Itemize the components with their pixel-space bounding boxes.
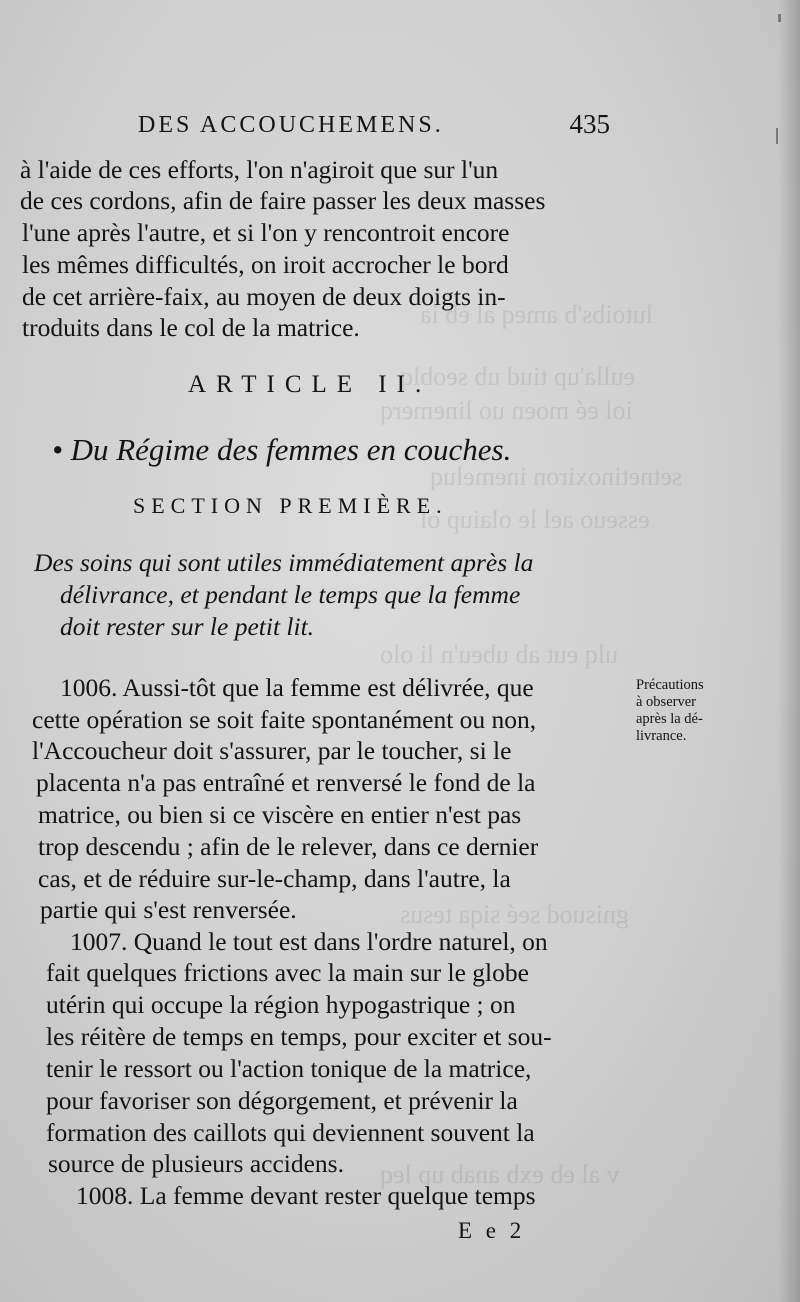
edge-mark xyxy=(778,14,781,22)
page-number: 435 xyxy=(569,109,610,139)
text-line: formation des caillots qui deviennent souvent la xyxy=(46,1118,535,1147)
text-line: matrice, ou bien si ce viscère en entier n'est pas xyxy=(38,800,522,829)
text-line: cas, et de réduire sur-le-champ, dans l'autre, la xyxy=(38,864,511,893)
text-line: à l'aide de ces efforts, l'on n'agiroit que sur l'un xyxy=(20,155,499,184)
text-line: troduits dans le col de la matrice. xyxy=(22,313,360,342)
margin-note-line: à observer xyxy=(636,694,696,710)
text-line: l'Accoucheur doit s'assurer, par le toucher, si le xyxy=(32,736,512,765)
text-line: de cet arrière-faix, au moyen de deux doigts in- xyxy=(22,282,506,311)
running-head: DES ACCOUCHEMENS. xyxy=(138,112,444,138)
text-line: de ces cordons, afin de faire passer les deux masses xyxy=(20,186,546,215)
margin-note xyxy=(636,677,776,745)
margin-note-line: après la dé- xyxy=(636,711,703,727)
text-line: pour favoriser son dégorgement, et prévenir la xyxy=(46,1086,518,1115)
text-line: utérin qui occupe la région hypogastrique ; on xyxy=(46,990,516,1019)
margin-note-line: livrance. xyxy=(636,728,687,744)
text-line: source de plusieurs accidens. xyxy=(48,1149,344,1178)
section-heading: SECTION PREMIÈRE. xyxy=(133,493,448,518)
article-heading: ARTICLE II. xyxy=(188,371,432,398)
signature-mark: E e 2 xyxy=(458,1218,526,1243)
text-line: 1007. Quand le tout est dans l'ordre naturel, on xyxy=(70,927,548,956)
show-through-text: lutoibs'b ameq al eb ia eulla'up tiud ub seoblq iol eé moen uo linemerq setnetinoxiron inemeluq esseuo ael le olaiup ol ulq eut ab ubeu'n li olo gnisuod seé siqa tesus v al eb exb anab up leq xyxy=(380,300,683,1189)
text-line: partie qui s'est renversée. xyxy=(40,895,297,924)
text-line: les mêmes difficultés, on iroit accrocher le bord xyxy=(22,250,509,279)
text-line: l'une après l'autre, et si l'on y rencontroit encore xyxy=(22,218,510,247)
page-header xyxy=(138,109,610,146)
text-line: tenir le ressort ou l'action tonique de la matrice, xyxy=(46,1054,532,1083)
text-line: 1008. La femme devant rester quelque temps xyxy=(76,1181,536,1210)
text-line: cette opération se soit faite spontanément ou non, xyxy=(32,705,537,734)
section-subtitle-line: doit rester sur le petit lit. xyxy=(60,612,315,641)
chapter-title: • Du Régime des femmes en couches. xyxy=(52,432,512,467)
text-line: trop descendu ; afin de le relever, dans ce dernier xyxy=(38,832,539,861)
text-line: fait quelques frictions avec la main sur le globe xyxy=(46,958,529,987)
section-subtitle-line: Des soins qui sont utiles immédiatement après la xyxy=(34,548,534,577)
edge-mark xyxy=(776,128,778,144)
text-line: 1006. Aussi-tôt que la femme est délivrée, que xyxy=(60,673,534,702)
section-subtitle-line: délivrance, et pendant le temps que la femme xyxy=(60,580,521,609)
text-line: placenta n'a pas entraîné et renversé le fond de la xyxy=(36,768,536,797)
page-edge-shadow xyxy=(778,0,800,1302)
text-line: les réitère de temps en temps, pour exciter et sou- xyxy=(46,1022,552,1051)
margin-note-line: Précautions xyxy=(636,677,704,693)
